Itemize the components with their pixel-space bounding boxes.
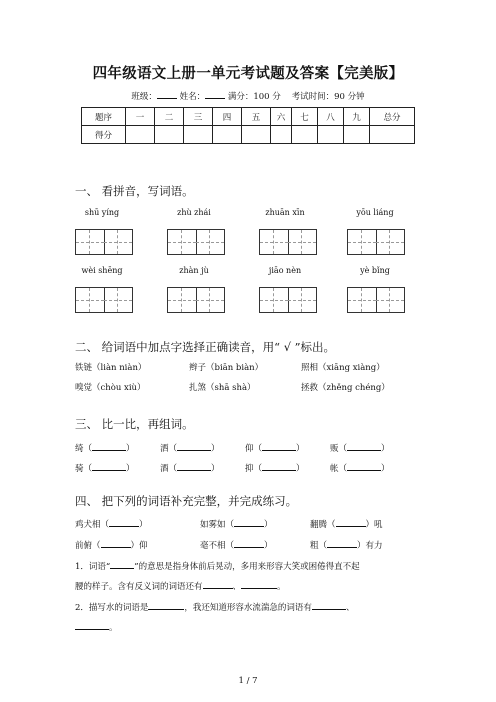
char: 绮 <box>75 444 84 454</box>
info-line <box>0 90 496 102</box>
question-text: 、 <box>232 582 242 592</box>
score-input-cell[interactable] <box>370 126 415 144</box>
answer-blank[interactable] <box>101 539 131 548</box>
question-text: 腰的样子。含有反义词的词语还有 <box>75 582 203 592</box>
question-2-line2 <box>75 621 118 633</box>
answer-blank[interactable] <box>262 442 296 451</box>
char: 帐 <box>330 464 339 474</box>
question-text: 1．词语“ <box>75 562 111 572</box>
table-cell: 四 <box>213 108 242 126</box>
score-input-cell[interactable] <box>184 126 213 144</box>
section3-heading: 三、 比一比，再组词。 <box>75 417 194 431</box>
page-title: 四年级语文上册一单元考试题及答案【完美版】 <box>92 65 404 82</box>
answer-blank[interactable] <box>92 442 126 451</box>
choice-options[interactable]: （biān biàn） <box>206 363 264 373</box>
page-number: 1 / 7 <box>238 676 258 686</box>
score-input-cell[interactable] <box>292 126 318 144</box>
pinyin: jiāo nèn <box>268 266 302 275</box>
table-cell: 七 <box>292 108 318 126</box>
question-text: 2．描写水的词语是 <box>75 603 149 613</box>
question-1-line2 <box>75 580 286 592</box>
table-cell: 五 <box>242 108 271 126</box>
pinyin: shū yíng <box>84 208 120 217</box>
choice-item <box>189 361 263 373</box>
table-cell: 八 <box>318 108 344 126</box>
pinyin: zhù zhái <box>177 208 211 217</box>
idiom-text: ） <box>139 520 148 530</box>
writing-grid[interactable] <box>347 287 405 313</box>
compare-item: 洒（ ） <box>160 444 220 454</box>
word: 嗅觉 <box>75 383 93 393</box>
answer-blank[interactable] <box>110 560 134 569</box>
idiom-item <box>200 539 273 551</box>
choice-item <box>189 381 256 393</box>
answer-blank[interactable] <box>241 580 277 589</box>
answer-blank[interactable] <box>234 518 264 527</box>
answer-blank[interactable] <box>234 539 264 548</box>
writing-grid[interactable] <box>347 229 405 255</box>
answer-blank[interactable] <box>177 442 211 451</box>
idiom-item <box>310 539 383 551</box>
section4-heading: 四、 把下列的词语补充完整，并完成练习。 <box>75 494 298 508</box>
compare-item: 骑（ ） <box>75 464 135 474</box>
question-text: 、 <box>345 603 355 613</box>
compare-item: 贩（ ） <box>330 444 390 454</box>
table-cell: 一 <box>126 108 155 126</box>
word: 照相 <box>301 363 319 373</box>
answer-blank[interactable] <box>327 539 357 548</box>
char: 洒 <box>160 444 169 454</box>
writing-grid[interactable] <box>167 229 225 255</box>
class-label: 班级： <box>131 92 157 102</box>
table-cell: 三 <box>184 108 213 126</box>
word: 铁链 <box>75 363 93 373</box>
table-cell: 总分 <box>370 108 415 126</box>
score-input-cell[interactable] <box>344 126 370 144</box>
writing-grid[interactable] <box>167 287 225 313</box>
answer-blank[interactable] <box>347 442 381 451</box>
writing-grid[interactable] <box>259 287 317 313</box>
pinyin: zhàn jù <box>179 266 209 275</box>
question-text: 。 <box>109 623 118 633</box>
writing-grid[interactable] <box>75 287 133 313</box>
name-blank <box>205 90 225 99</box>
choice-item <box>75 361 146 373</box>
writing-grid[interactable] <box>75 229 133 255</box>
answer-blank[interactable] <box>203 580 233 589</box>
idiom-text: ）吼 <box>365 520 383 530</box>
compare-item: 仰（ ） <box>245 444 305 454</box>
score-table-header <box>82 108 415 126</box>
score-input-cell[interactable] <box>271 126 292 144</box>
char: 酒 <box>160 464 169 474</box>
section1-heading: 一、 看拼音，写词语。 <box>75 184 194 198</box>
choice-item <box>301 381 390 393</box>
score-table-row <box>82 126 415 144</box>
full-score: 满分：100 分 <box>227 92 281 102</box>
name-label: 姓名： <box>179 92 206 102</box>
idiom-item <box>75 539 148 551</box>
word: 拯救 <box>301 383 319 393</box>
question-2-line1 <box>75 601 354 613</box>
idiom-item <box>200 518 273 530</box>
answer-blank[interactable] <box>347 462 381 471</box>
pinyin: yè bǐng <box>360 266 390 275</box>
question-text: 。 <box>277 582 286 592</box>
score-input-cell[interactable] <box>318 126 344 144</box>
answer-blank[interactable] <box>109 518 139 527</box>
idiom-text: ） <box>264 541 273 551</box>
answer-blank[interactable] <box>75 621 109 630</box>
choice-options[interactable]: （xiāng xiàng） <box>318 363 385 373</box>
char: 贩 <box>330 444 339 454</box>
char: 抑 <box>245 464 254 474</box>
idiom-text: 毫不相（ <box>200 541 235 551</box>
score-input-cell[interactable] <box>155 126 184 144</box>
compare-item: 帐（ ） <box>330 464 390 474</box>
score-input-cell[interactable] <box>126 126 155 144</box>
pinyin: wèi shēng <box>81 266 123 275</box>
choice-item <box>301 361 385 373</box>
idiom-text: ）有力 <box>357 541 383 551</box>
question-text: ”的意思是指身体前后晃动，多用来形容大笑或困倦得直不起 <box>134 562 360 572</box>
idiom-item <box>310 518 383 530</box>
exam-time: 考试时间：90 分钟 <box>291 92 365 102</box>
word: 扎煞 <box>189 383 207 393</box>
compare-item: 酒（ ） <box>160 464 220 474</box>
choice-options[interactable]: （chòu xiù） <box>92 383 146 393</box>
idiom-item <box>75 518 148 530</box>
table-cell: 得分 <box>82 126 126 144</box>
table-cell: 二 <box>155 108 184 126</box>
answer-blank[interactable] <box>336 518 366 527</box>
choice-options[interactable]: （zhěng chéng） <box>318 383 390 393</box>
question-1-line1 <box>75 560 360 572</box>
table-cell: 题序 <box>82 108 126 126</box>
answer-blank[interactable] <box>177 462 211 471</box>
answer-blank[interactable] <box>312 601 346 610</box>
score-input-cell[interactable] <box>213 126 242 144</box>
char: 骑 <box>75 464 84 474</box>
table-cell: 九 <box>344 108 370 126</box>
idiom-text: 粗（ <box>310 541 328 551</box>
table-cell: 六 <box>271 108 292 126</box>
compare-item: 抑（ ） <box>245 464 305 474</box>
word: 辫子 <box>189 363 207 373</box>
pinyin: yōu liáng <box>356 208 394 217</box>
class-blank <box>157 90 177 99</box>
idiom-text: 鸡犬相（ <box>75 520 110 530</box>
idiom-text: 如雾如（ <box>200 520 235 530</box>
char: 仰 <box>245 444 254 454</box>
idiom-text: ） <box>264 520 273 530</box>
score-table <box>81 107 415 144</box>
answer-blank[interactable] <box>92 462 126 471</box>
writing-grid[interactable] <box>259 229 317 255</box>
idiom-text: 前俯（ <box>75 541 101 551</box>
choice-item <box>75 381 146 393</box>
answer-blank[interactable] <box>262 462 296 471</box>
pinyin: zhuān xīn <box>265 208 305 217</box>
idiom-text: ）仰 <box>130 541 148 551</box>
answer-blank[interactable] <box>148 601 184 610</box>
choice-options[interactable]: （liàn niàn） <box>92 363 147 373</box>
question-text: ，我还知道形容水流湍急的词语有 <box>184 603 312 613</box>
compare-item: 绮（ ） <box>75 444 135 454</box>
section2-heading: 二、 给词语中加点字选择正确读音，用“ √ ”标出。 <box>75 340 336 354</box>
score-input-cell[interactable] <box>242 126 271 144</box>
choice-options[interactable]: （shā shà） <box>206 383 256 393</box>
idiom-text: 翻腾（ <box>310 520 336 530</box>
